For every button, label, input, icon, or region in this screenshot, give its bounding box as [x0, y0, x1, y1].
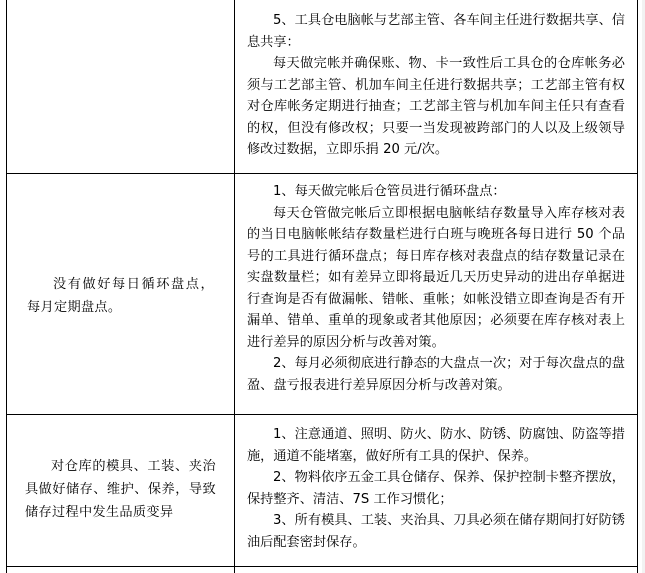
row-2-issue-cell — [7, 174, 234, 414]
requirements-table — [6, 0, 638, 573]
row-3-item-3: 3、所有模具、工装、夹治具、刀具必须在储存期间打好防锈油后配套密封保存。 — [247, 513, 625, 550]
row-2-heading: 1、每天做完帐后仓管员进行循环盘点： — [273, 184, 506, 199]
row-1-issue-cell — [7, 0, 234, 173]
row-2-paragraph: 每天仓管做完帐后立即根据电脑帐结存数量导入库存核对表的当日电脑帐帐结存数量栏进行白班与晚班各每日进行 50 个品号的工具进行循环盘点；每日库存核对表盘点的结存数量记录在实盘数量栏；如有差异立即将最近几天历史异动的进出存单据进行查询是否有做漏帐、错帐、重帐；如帐没错立即查询是否有开漏单、错单、重单的现象或者其他原因；必须要在库存核对表上进行差异的原因分析与改善对策。 — [247, 205, 625, 350]
row-3-measure-cell — [235, 424, 637, 553]
row-3-issue-cell — [7, 415, 234, 566]
row-2-monthly-count: 2、每月必须彻底进行静态的大盘点一次；对于每次盘点的盘盈、盘亏报表进行差异原因分析与改善对策。 — [247, 356, 625, 393]
row-3-issue-text: 对仓库的模具、工装、夹治具做好储存、维护、保养，导致储存过程中发生品质变异 — [25, 459, 216, 520]
row-3-item-1: 1、注意通道、照明、防火、防水、防锈、防腐蚀、防盗等措施，通道不能堵塞，做好所有工具的保护、保养。 — [247, 427, 625, 464]
row-1-paragraph: 每天做完帐并确保账、物、卡一致性后工具仓的仓库帐务必须与工艺部主管、机加车间主任进行数据共享；工艺部主管有权对仓库帐务定期进行抽查；工艺部主管与机加车间主任只有查看的权，但没有修改权；只要一当发现被跨部门的人以及上级领导修改过数据，立即乐捐 20 元/次。 — [247, 56, 625, 157]
row-1-measure-cell — [235, 10, 637, 161]
row-1-heading: 5、工具仓电脑帐与艺部主管、各车间主任进行数据共享、信息共享： — [247, 13, 625, 50]
table-border-right — [637, 0, 638, 573]
row-2-issue-text: 没有做好每日循环盘点，每月定期盘点。 — [27, 277, 214, 315]
row-3-item-2: 2、物料依序五金工具仓储存、保养、保护控制卡整齐摆放，保持整齐、清洁、7S 工作习惯化； — [247, 470, 625, 507]
row-2-measure-cell — [235, 181, 637, 396]
row-divider-3 — [6, 566, 638, 567]
